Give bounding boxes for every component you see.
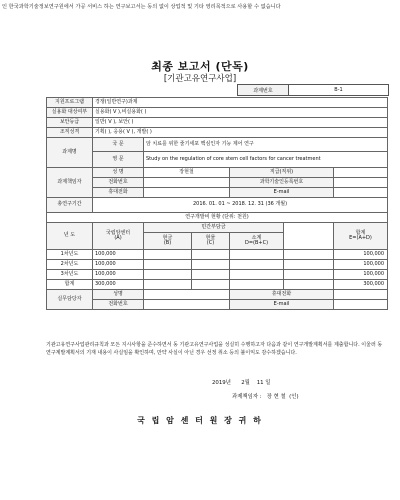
budget-total-cell: 300,000 [334,280,388,290]
budget-gov-cell: 300,000 [93,280,144,290]
row-pi-name [47,168,388,178]
budget-inkind-header: 현물 (C) [192,233,230,250]
pi-id-label: 과학기술인등록번호 [230,178,334,188]
period-value: 2016. 01. 01 ~ 2018. 12. 31 (36 개월) [93,198,388,213]
budget-caption: 연구개발비 현황 (단위: 천원) [47,213,388,223]
report-title: 최종 보고서 (단독) [151,60,249,73]
project-code-label: 과제번호 [238,85,289,95]
project-label: 과제명 [47,138,93,168]
row-org [47,128,388,138]
row-pi-phone [47,178,388,188]
budget-row [47,250,388,260]
pi-name-value: 장현철 [144,168,230,178]
staff-phone-value [144,300,230,310]
row-security [47,118,388,128]
budget-private-header: 민간부담금 [144,223,284,233]
staff-label: 실무담당자 [47,290,93,310]
budget-year-header: 년 도 [47,223,93,250]
report-subtitle: [기관고유연구사업] [163,74,237,84]
pi-phone-label: 전화번호 [93,178,144,188]
statement-paragraph: 기관고유연구사업관리규칙과 모든 지시사항을 준수하면서 동 기관고유연구사업을 성실히 수행하고자 다음과 같이 연구개발계획서를 제출합니다. 이울러 동 연구계발계획서의 기재 내용이 사실임을 확인하며, 만약 사실이 아닌 경우 선정 취소 등의 불이익도 감수하겠습니다. [46,342,383,356]
row-budget-head-1 [47,223,388,233]
report-form-table [46,97,388,310]
recipient-line: 국 립 암 센 터 원 장 귀 하 [137,416,263,425]
program-value: 경쟁(일반연구)과제 [93,98,388,108]
budget-row [47,260,388,270]
project-en-label: 영 문 [93,152,144,168]
row-project-ko [47,138,388,152]
row-target [47,108,388,118]
budget-gov-cell: 100,000 [93,260,144,270]
row-staff-name [47,290,388,300]
row-budget-caption [47,213,388,223]
project-ko-label: 국 문 [93,138,144,152]
budget-year-cell: 합계 [47,280,93,290]
budget-row [47,270,388,280]
target-label: 실용화 대상여부 [47,108,93,118]
staff-name-value [144,290,230,300]
budget-year-cell: 1차년도 [47,250,93,260]
budget-total-header: 합계 E=(A+D) [334,223,388,250]
staff-phone-label: 전화번호 [93,300,144,310]
budget-row [47,280,388,290]
security-label: 보안등급 [47,118,93,128]
staff-email-label: E-mail [230,300,334,310]
staff-mobile-value [334,290,388,300]
row-staff-phone [47,300,388,310]
project-ko-value: 암 치료를 위한 줄기세포 핵심인자 기능 제어 연구 [144,138,388,152]
row-period [47,198,388,213]
security-value: 일반( V ), 보안( ) [93,118,388,128]
budget-cash-header: 현금 (B) [144,233,192,250]
program-label: 지원프로그램 [47,98,93,108]
budget-total-cell: 100,000 [334,270,388,280]
staff-mobile-label: 휴대전화 [230,290,334,300]
pi-email-label: E-mail [230,188,334,198]
budget-subtotal-header: 소계 D=(B+C) [230,233,284,250]
usage-notice: 인 한국과학기술정보연구원에서 가공 서비스 하는 연구보고서는 동의 없이 상업적 및 기타 영리목적으로 사용할 수 없습니다 [2,4,281,10]
staff-email-value [334,300,388,310]
project-code-value: B-1 [334,87,343,93]
pi-id-value [334,178,388,188]
pi-name-label: 성 명 [93,168,144,178]
pi-phone-value [144,178,230,188]
budget-year-cell: 3차년도 [47,270,93,280]
pi-label: 과제책임자 [47,168,93,198]
pi-mobile-value [144,188,230,198]
author-signature: 과제책임자 : 장 현 철 (인) [232,394,299,400]
period-label: 총연구기간 [47,198,93,213]
budget-gov-cell: 100,000 [93,250,144,260]
budget-total-cell: 100,000 [334,260,388,270]
project-en-value: Study on the regulation of core stem cell factors for cancer treatment [144,152,388,168]
budget-total-cell: 100,000 [334,250,388,260]
row-pi-mobile [47,188,388,198]
budget-gov-cell: 100,000 [93,270,144,280]
pi-mobile-label: 휴대전화 [93,188,144,198]
row-program [47,98,388,108]
staff-name-label: 성명 [93,290,144,300]
budget-gov-header: 국립암센터 (A) [93,223,144,250]
pi-position-value [334,168,388,178]
project-code-box [237,84,389,96]
row-project-en [47,152,388,168]
pi-position-label: 직급(직위) [230,168,334,178]
pi-email-value [334,188,388,198]
submission-date: 2019년 2월 11 일 [212,380,271,386]
org-label: 조직성격 [47,128,93,138]
target-value: 실용화( V ),비실용화( ) [93,108,388,118]
budget-year-cell: 2차년도 [47,260,93,270]
org-value: 기획( ), 응용( V ), 개발( ) [93,128,388,138]
